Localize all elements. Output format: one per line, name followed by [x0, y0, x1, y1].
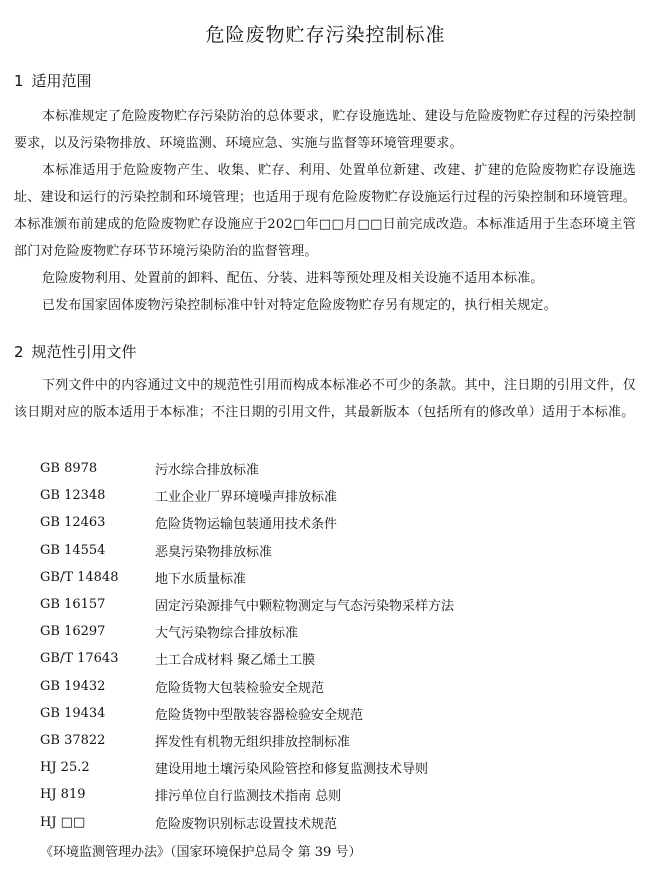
reference-item [40, 781, 630, 808]
reference-item [40, 700, 630, 727]
document-title: 危险废物贮存污染控制标准 [205, 24, 446, 46]
reference-name: 危险货物大包装检验安全规范 [155, 680, 325, 696]
reference-item [40, 455, 630, 482]
reference-name: 危险货物运输包装通用技术条件 [155, 517, 338, 533]
reference-item [40, 618, 630, 645]
paragraph: 危险废物利用、处置前的卸料、配伍、分装、进料等预处理及相关设施不适用本标准。 [42, 271, 544, 286]
reference-code: GB 19434 [40, 705, 106, 721]
reference-code: HJ 819 [40, 787, 86, 803]
section-title: 适用范围 [31, 72, 92, 90]
section-title: 规范性引用文件 [31, 343, 137, 361]
reference-name: 污水综合排放标准 [155, 463, 260, 479]
reference-item [40, 509, 630, 536]
reference-item [40, 591, 630, 618]
reference-item [40, 564, 630, 591]
reference-name: 恶臭污染物排放标准 [155, 544, 273, 560]
paragraph: 下列文件中的内容通过文中的规范性引用而构成本标准必不可少的条款。其中，注日期的引用文件，仅该日期对应的版本适用于本标准；不注日期的引用文件，其最新版本（包括所有的修改单）适用于本标准。 [14, 378, 637, 420]
reference-code: GB/T 17643 [40, 651, 119, 667]
reference-name: 固定污染源排气中颗粒物测定与气态污染物采样方法 [155, 599, 455, 615]
reference-name: 土工合成材料 聚乙烯土工膜 [155, 653, 316, 669]
reference-item [40, 645, 630, 672]
reference-code: GB 37822 [40, 732, 106, 748]
reference-item [40, 808, 630, 835]
reference-name: 地下水质量标准 [155, 571, 247, 587]
reference-code: HJ 25.2 [40, 760, 90, 776]
section-heading-normative-references [14, 341, 137, 362]
reference-item [40, 754, 630, 781]
paragraph: 本标准规定了危险废物贮存污染防治的总体要求，贮存设施选址、建设与危险废物贮存过程的污染控制要求，以及污染物排放、环境监测、环境应急、实施与监督等环境管理要求。 [14, 109, 637, 151]
paragraph: 已发布国家固体废物污染控制标准中针对特定危险废物贮存另有规定的，执行相关规定。 [42, 298, 557, 313]
section-number: 2 [14, 343, 24, 361]
section-heading-scope [14, 70, 92, 91]
reference-list [40, 455, 630, 836]
reference-name: 危险货物中型散装容器检验安全规范 [155, 707, 364, 723]
reference-item [40, 537, 630, 564]
reference-code: GB 12463 [40, 515, 106, 531]
reference-name: 危险废物识别标志设置技术规范 [155, 816, 338, 832]
reference-name: 建设用地土壤污染风险管控和修复监测技术导则 [155, 762, 429, 778]
reference-item [40, 673, 630, 700]
reference-code: GB 12348 [40, 488, 106, 504]
paragraph: 本标准适用于危险废物产生、收集、贮存、利用、处置单位新建、改建、扩建的危险废物贮存设施选址、建设和运行的污染控制和环境管理；也适用于现有危险废物贮存设施运行过程的污染控制和环境管理。本标准颁布前建成的危险废物贮存设施应于202□年□□月□□日前完成改造。本标准适用于生态环境主管部门对危险废物贮存环节环境污染防治的监督管理。 [14, 163, 636, 259]
reference-item [40, 482, 630, 509]
reference-name: 工业企业厂界环境噪声排放标准 [155, 490, 338, 506]
reference-code: GB 19432 [40, 678, 106, 694]
reference-name: 挥发性有机物无组织排放控制标准 [155, 734, 351, 750]
reference-code: GB 16297 [40, 624, 106, 640]
reference-regulation: 《环境监测管理办法》（国家环境保护总局令 第 39 号） [40, 845, 362, 860]
reference-name: 大气污染物综合排放标准 [155, 626, 299, 642]
reference-code: HJ □□ [40, 814, 86, 830]
reference-code: GB 16157 [40, 597, 106, 613]
reference-code: GB 14554 [40, 542, 106, 558]
reference-code: GB/T 14848 [40, 569, 119, 585]
reference-item [40, 727, 630, 754]
reference-name: 排污单位自行监测技术指南 总则 [155, 789, 342, 805]
reference-code: GB 8978 [40, 461, 98, 477]
section-number: 1 [14, 72, 24, 90]
